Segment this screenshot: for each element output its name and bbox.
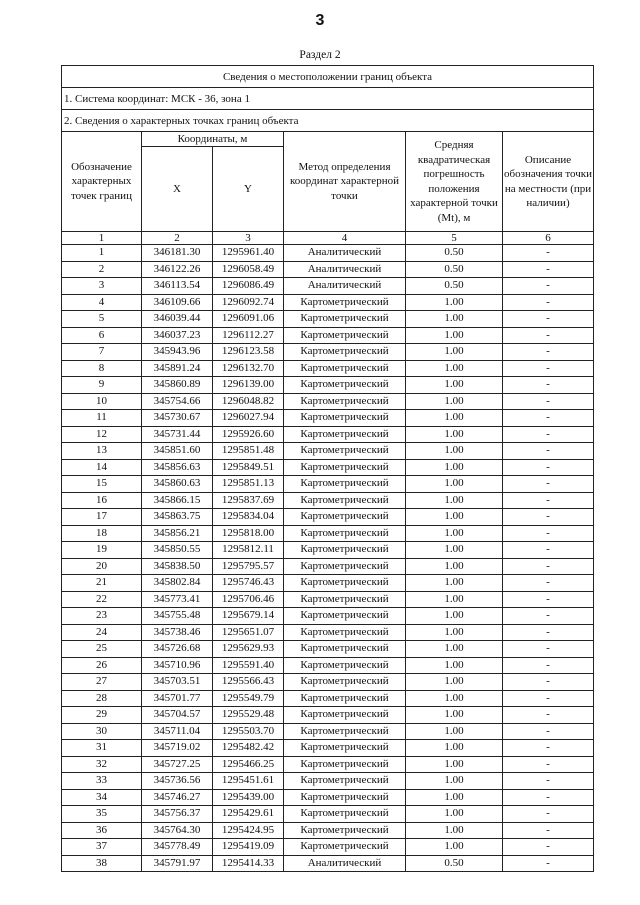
point-number: 14 bbox=[62, 459, 142, 476]
table-row bbox=[62, 245, 594, 262]
method: Картометрический bbox=[284, 624, 406, 641]
table-row bbox=[62, 855, 594, 872]
description: - bbox=[503, 261, 594, 278]
error-value: 1.00 bbox=[406, 327, 503, 344]
method: Картометрический bbox=[284, 509, 406, 526]
x-coordinate: 346122.26 bbox=[142, 261, 213, 278]
y-coordinate: 1295482.42 bbox=[213, 740, 284, 757]
description: - bbox=[503, 278, 594, 295]
y-coordinate: 1295566.43 bbox=[213, 674, 284, 691]
point-number: 12 bbox=[62, 426, 142, 443]
table-row bbox=[62, 360, 594, 377]
error-value: 1.00 bbox=[406, 377, 503, 394]
x-coordinate: 345891.24 bbox=[142, 360, 213, 377]
y-coordinate: 1296132.70 bbox=[213, 360, 284, 377]
error-value: 0.50 bbox=[406, 278, 503, 295]
error-value: 0.50 bbox=[406, 261, 503, 278]
x-coordinate: 345754.66 bbox=[142, 393, 213, 410]
error-value: 1.00 bbox=[406, 657, 503, 674]
error-value: 1.00 bbox=[406, 294, 503, 311]
y-coordinate: 1295466.25 bbox=[213, 756, 284, 773]
y-coordinate: 1295818.00 bbox=[213, 525, 284, 542]
method: Аналитический bbox=[284, 278, 406, 295]
error-value: 1.00 bbox=[406, 789, 503, 806]
x-coordinate: 345850.55 bbox=[142, 542, 213, 559]
error-value: 1.00 bbox=[406, 690, 503, 707]
y-coordinate: 1295549.79 bbox=[213, 690, 284, 707]
error-value: 1.00 bbox=[406, 756, 503, 773]
header-y: Y bbox=[213, 147, 284, 232]
y-coordinate: 1295414.33 bbox=[213, 855, 284, 872]
table-row bbox=[62, 839, 594, 856]
error-value: 1.00 bbox=[406, 360, 503, 377]
table-row bbox=[62, 624, 594, 641]
x-coordinate: 345764.30 bbox=[142, 822, 213, 839]
error-value: 1.00 bbox=[406, 525, 503, 542]
point-number: 25 bbox=[62, 641, 142, 658]
x-coordinate: 345773.41 bbox=[142, 591, 213, 608]
method: Картометрический bbox=[284, 822, 406, 839]
description: - bbox=[503, 657, 594, 674]
table-row bbox=[62, 377, 594, 394]
error-value: 1.00 bbox=[406, 476, 503, 493]
table-title: Сведения о местоположении границ объекта bbox=[62, 66, 594, 88]
y-coordinate: 1296112.27 bbox=[213, 327, 284, 344]
point-number: 27 bbox=[62, 674, 142, 691]
table-row bbox=[62, 426, 594, 443]
point-number: 30 bbox=[62, 723, 142, 740]
method: Картометрический bbox=[284, 773, 406, 790]
column-number: 4 bbox=[284, 232, 406, 245]
method: Картометрический bbox=[284, 723, 406, 740]
description: - bbox=[503, 476, 594, 493]
point-number: 8 bbox=[62, 360, 142, 377]
description: - bbox=[503, 822, 594, 839]
method: Картометрический bbox=[284, 608, 406, 625]
y-coordinate: 1296139.00 bbox=[213, 377, 284, 394]
y-coordinate: 1295591.40 bbox=[213, 657, 284, 674]
table-row bbox=[62, 591, 594, 608]
table-row bbox=[62, 294, 594, 311]
y-coordinate: 1296027.94 bbox=[213, 410, 284, 427]
y-coordinate: 1295439.00 bbox=[213, 789, 284, 806]
point-number: 16 bbox=[62, 492, 142, 509]
description: - bbox=[503, 740, 594, 757]
point-number: 31 bbox=[62, 740, 142, 757]
x-coordinate: 345791.97 bbox=[142, 855, 213, 872]
method: Картометрический bbox=[284, 591, 406, 608]
y-coordinate: 1295851.13 bbox=[213, 476, 284, 493]
point-number: 35 bbox=[62, 806, 142, 823]
method: Картометрический bbox=[284, 377, 406, 394]
point-number: 29 bbox=[62, 707, 142, 724]
error-value: 1.00 bbox=[406, 806, 503, 823]
description: - bbox=[503, 344, 594, 361]
point-number: 26 bbox=[62, 657, 142, 674]
x-coordinate: 345802.84 bbox=[142, 575, 213, 592]
description: - bbox=[503, 245, 594, 262]
error-value: 0.50 bbox=[406, 855, 503, 872]
error-value: 1.00 bbox=[406, 707, 503, 724]
error-value: 1.00 bbox=[406, 492, 503, 509]
table-row bbox=[62, 608, 594, 625]
point-number: 3 bbox=[62, 278, 142, 295]
method: Картометрический bbox=[284, 674, 406, 691]
error-value: 1.00 bbox=[406, 575, 503, 592]
x-coordinate: 345727.25 bbox=[142, 756, 213, 773]
y-coordinate: 1295419.09 bbox=[213, 839, 284, 856]
header-method: Метод определения координат характерной точки bbox=[284, 132, 406, 232]
y-coordinate: 1295812.11 bbox=[213, 542, 284, 559]
description: - bbox=[503, 492, 594, 509]
method: Картометрический bbox=[284, 393, 406, 410]
method: Картометрический bbox=[284, 558, 406, 575]
description: - bbox=[503, 806, 594, 823]
error-value: 1.00 bbox=[406, 311, 503, 328]
table-row bbox=[62, 443, 594, 460]
section-label: Раздел 2 bbox=[299, 49, 341, 61]
table-row bbox=[62, 492, 594, 509]
method: Картометрический bbox=[284, 492, 406, 509]
description: - bbox=[503, 360, 594, 377]
y-coordinate: 1295424.95 bbox=[213, 822, 284, 839]
point-number: 36 bbox=[62, 822, 142, 839]
page-number: 3 bbox=[315, 12, 325, 29]
error-value: 1.00 bbox=[406, 608, 503, 625]
column-number: 5 bbox=[406, 232, 503, 245]
x-coordinate: 345726.68 bbox=[142, 641, 213, 658]
table-row bbox=[62, 278, 594, 295]
x-coordinate: 345703.51 bbox=[142, 674, 213, 691]
x-coordinate: 345866.15 bbox=[142, 492, 213, 509]
error-value: 1.00 bbox=[406, 393, 503, 410]
y-coordinate: 1295961.40 bbox=[213, 245, 284, 262]
description: - bbox=[503, 426, 594, 443]
method: Картометрический bbox=[284, 707, 406, 724]
table-row bbox=[62, 410, 594, 427]
point-number: 5 bbox=[62, 311, 142, 328]
method: Картометрический bbox=[284, 360, 406, 377]
description: - bbox=[503, 327, 594, 344]
table-row bbox=[62, 459, 594, 476]
error-value: 1.00 bbox=[406, 773, 503, 790]
method: Картометрический bbox=[284, 839, 406, 856]
method: Картометрический bbox=[284, 575, 406, 592]
point-number: 13 bbox=[62, 443, 142, 460]
point-number: 17 bbox=[62, 509, 142, 526]
table-row bbox=[62, 674, 594, 691]
y-coordinate: 1295679.14 bbox=[213, 608, 284, 625]
y-coordinate: 1295795.57 bbox=[213, 558, 284, 575]
method: Картометрический bbox=[284, 311, 406, 328]
description: - bbox=[503, 707, 594, 724]
method: Аналитический bbox=[284, 245, 406, 262]
y-coordinate: 1295851.48 bbox=[213, 443, 284, 460]
x-coordinate: 345719.02 bbox=[142, 740, 213, 757]
table-row bbox=[62, 806, 594, 823]
point-number: 23 bbox=[62, 608, 142, 625]
description: - bbox=[503, 773, 594, 790]
table-row bbox=[62, 575, 594, 592]
x-coordinate: 345746.27 bbox=[142, 789, 213, 806]
column-number: 2 bbox=[142, 232, 213, 245]
description: - bbox=[503, 509, 594, 526]
header-x: X bbox=[142, 147, 213, 232]
y-coordinate: 1295451.61 bbox=[213, 773, 284, 790]
table-row bbox=[62, 344, 594, 361]
y-coordinate: 1295837.69 bbox=[213, 492, 284, 509]
description: - bbox=[503, 393, 594, 410]
table-row bbox=[62, 740, 594, 757]
description: - bbox=[503, 542, 594, 559]
table-row bbox=[62, 558, 594, 575]
error-value: 1.00 bbox=[406, 459, 503, 476]
point-number: 28 bbox=[62, 690, 142, 707]
description: - bbox=[503, 723, 594, 740]
y-coordinate: 1296086.49 bbox=[213, 278, 284, 295]
point-number: 38 bbox=[62, 855, 142, 872]
x-coordinate: 345755.48 bbox=[142, 608, 213, 625]
table-row bbox=[62, 657, 594, 674]
y-coordinate: 1295651.07 bbox=[213, 624, 284, 641]
method: Картометрический bbox=[284, 740, 406, 757]
method: Картометрический bbox=[284, 756, 406, 773]
header-coordinates: Координаты, м bbox=[142, 132, 284, 147]
column-number: 6 bbox=[503, 232, 594, 245]
y-coordinate: 1295503.70 bbox=[213, 723, 284, 740]
y-coordinate: 1296123.58 bbox=[213, 344, 284, 361]
x-coordinate: 345736.56 bbox=[142, 773, 213, 790]
error-value: 1.00 bbox=[406, 344, 503, 361]
point-number: 10 bbox=[62, 393, 142, 410]
table-row bbox=[62, 723, 594, 740]
description: - bbox=[503, 608, 594, 625]
error-value: 1.00 bbox=[406, 674, 503, 691]
points-caption: 2. Сведения о характерных точках границ объекта bbox=[62, 110, 594, 132]
description: - bbox=[503, 575, 594, 592]
method: Аналитический bbox=[284, 855, 406, 872]
x-coordinate: 345943.96 bbox=[142, 344, 213, 361]
x-coordinate: 345838.50 bbox=[142, 558, 213, 575]
error-value: 1.00 bbox=[406, 740, 503, 757]
table-row bbox=[62, 756, 594, 773]
point-number: 20 bbox=[62, 558, 142, 575]
point-number: 11 bbox=[62, 410, 142, 427]
y-coordinate: 1295706.46 bbox=[213, 591, 284, 608]
x-coordinate: 345851.60 bbox=[142, 443, 213, 460]
column-number: 1 bbox=[62, 232, 142, 245]
error-value: 1.00 bbox=[406, 443, 503, 460]
error-value: 1.00 bbox=[406, 426, 503, 443]
method: Картометрический bbox=[284, 542, 406, 559]
point-number: 4 bbox=[62, 294, 142, 311]
error-value: 1.00 bbox=[406, 822, 503, 839]
description: - bbox=[503, 525, 594, 542]
point-number: 15 bbox=[62, 476, 142, 493]
description: - bbox=[503, 690, 594, 707]
description: - bbox=[503, 311, 594, 328]
y-coordinate: 1295834.04 bbox=[213, 509, 284, 526]
point-number: 1 bbox=[62, 245, 142, 262]
description: - bbox=[503, 756, 594, 773]
x-coordinate: 345856.21 bbox=[142, 525, 213, 542]
method: Картометрический bbox=[284, 789, 406, 806]
x-coordinate: 345756.37 bbox=[142, 806, 213, 823]
x-coordinate: 346039.44 bbox=[142, 311, 213, 328]
method: Картометрический bbox=[284, 344, 406, 361]
error-value: 0.50 bbox=[406, 245, 503, 262]
method: Картометрический bbox=[284, 410, 406, 427]
table-row bbox=[62, 261, 594, 278]
point-number: 18 bbox=[62, 525, 142, 542]
y-coordinate: 1296058.49 bbox=[213, 261, 284, 278]
x-coordinate: 345730.67 bbox=[142, 410, 213, 427]
point-number: 37 bbox=[62, 839, 142, 856]
description: - bbox=[503, 855, 594, 872]
error-value: 1.00 bbox=[406, 723, 503, 740]
table-row bbox=[62, 476, 594, 493]
point-number: 33 bbox=[62, 773, 142, 790]
x-coordinate: 345860.89 bbox=[142, 377, 213, 394]
method: Картометрический bbox=[284, 525, 406, 542]
error-value: 1.00 bbox=[406, 509, 503, 526]
y-coordinate: 1296091.06 bbox=[213, 311, 284, 328]
x-coordinate: 346109.66 bbox=[142, 294, 213, 311]
description: - bbox=[503, 591, 594, 608]
error-value: 1.00 bbox=[406, 410, 503, 427]
x-coordinate: 346113.54 bbox=[142, 278, 213, 295]
column-numbers-row bbox=[62, 232, 594, 245]
point-number: 2 bbox=[62, 261, 142, 278]
error-value: 1.00 bbox=[406, 624, 503, 641]
table-row bbox=[62, 393, 594, 410]
method: Аналитический bbox=[284, 261, 406, 278]
x-coordinate: 345704.57 bbox=[142, 707, 213, 724]
y-coordinate: 1296092.74 bbox=[213, 294, 284, 311]
table-row bbox=[62, 773, 594, 790]
description: - bbox=[503, 459, 594, 476]
description: - bbox=[503, 443, 594, 460]
y-coordinate: 1295629.93 bbox=[213, 641, 284, 658]
x-coordinate: 345711.04 bbox=[142, 723, 213, 740]
method: Картометрический bbox=[284, 641, 406, 658]
x-coordinate: 345778.49 bbox=[142, 839, 213, 856]
method: Картометрический bbox=[284, 476, 406, 493]
coordinate-system: 1. Система координат: МСК - 36, зона 1 bbox=[62, 88, 594, 110]
description: - bbox=[503, 624, 594, 641]
x-coordinate: 345738.46 bbox=[142, 624, 213, 641]
y-coordinate: 1295849.51 bbox=[213, 459, 284, 476]
method: Картометрический bbox=[284, 294, 406, 311]
boundary-points-table bbox=[61, 65, 594, 872]
column-number: 3 bbox=[213, 232, 284, 245]
point-number: 9 bbox=[62, 377, 142, 394]
error-value: 1.00 bbox=[406, 839, 503, 856]
y-coordinate: 1295926.60 bbox=[213, 426, 284, 443]
x-coordinate: 345863.75 bbox=[142, 509, 213, 526]
y-coordinate: 1296048.82 bbox=[213, 393, 284, 410]
point-number: 6 bbox=[62, 327, 142, 344]
description: - bbox=[503, 558, 594, 575]
method: Картометрический bbox=[284, 657, 406, 674]
header-error: Средняя квадратическая погрешность положения характерной точки (Mt), м bbox=[406, 132, 503, 232]
description: - bbox=[503, 294, 594, 311]
y-coordinate: 1295529.48 bbox=[213, 707, 284, 724]
method: Картометрический bbox=[284, 327, 406, 344]
header-point: Обозначение характерных точек границ bbox=[62, 132, 142, 232]
table-row bbox=[62, 327, 594, 344]
method: Картометрический bbox=[284, 459, 406, 476]
x-coordinate: 345701.77 bbox=[142, 690, 213, 707]
description: - bbox=[503, 674, 594, 691]
x-coordinate: 346181.30 bbox=[142, 245, 213, 262]
table-row bbox=[62, 641, 594, 658]
point-number: 34 bbox=[62, 789, 142, 806]
x-coordinate: 346037.23 bbox=[142, 327, 213, 344]
table-row bbox=[62, 509, 594, 526]
description: - bbox=[503, 839, 594, 856]
y-coordinate: 1295429.61 bbox=[213, 806, 284, 823]
header-description: Описание обозначения точки на местности (при наличии) bbox=[503, 132, 594, 232]
point-number: 19 bbox=[62, 542, 142, 559]
x-coordinate: 345710.96 bbox=[142, 657, 213, 674]
error-value: 1.00 bbox=[406, 591, 503, 608]
error-value: 1.00 bbox=[406, 641, 503, 658]
error-value: 1.00 bbox=[406, 558, 503, 575]
table-row bbox=[62, 707, 594, 724]
x-coordinate: 345860.63 bbox=[142, 476, 213, 493]
description: - bbox=[503, 789, 594, 806]
error-value: 1.00 bbox=[406, 542, 503, 559]
table-body bbox=[62, 245, 594, 872]
method: Картометрический bbox=[284, 426, 406, 443]
x-coordinate: 345731.44 bbox=[142, 426, 213, 443]
point-number: 22 bbox=[62, 591, 142, 608]
point-number: 7 bbox=[62, 344, 142, 361]
point-number: 24 bbox=[62, 624, 142, 641]
description: - bbox=[503, 641, 594, 658]
table-row bbox=[62, 542, 594, 559]
method: Картометрический bbox=[284, 806, 406, 823]
table-row bbox=[62, 789, 594, 806]
y-coordinate: 1295746.43 bbox=[213, 575, 284, 592]
x-coordinate: 345856.63 bbox=[142, 459, 213, 476]
method: Картометрический bbox=[284, 443, 406, 460]
table-row bbox=[62, 822, 594, 839]
description: - bbox=[503, 410, 594, 427]
point-number: 21 bbox=[62, 575, 142, 592]
table-row bbox=[62, 690, 594, 707]
point-number: 32 bbox=[62, 756, 142, 773]
method: Картометрический bbox=[284, 690, 406, 707]
table-row bbox=[62, 525, 594, 542]
description: - bbox=[503, 377, 594, 394]
table-row bbox=[62, 311, 594, 328]
